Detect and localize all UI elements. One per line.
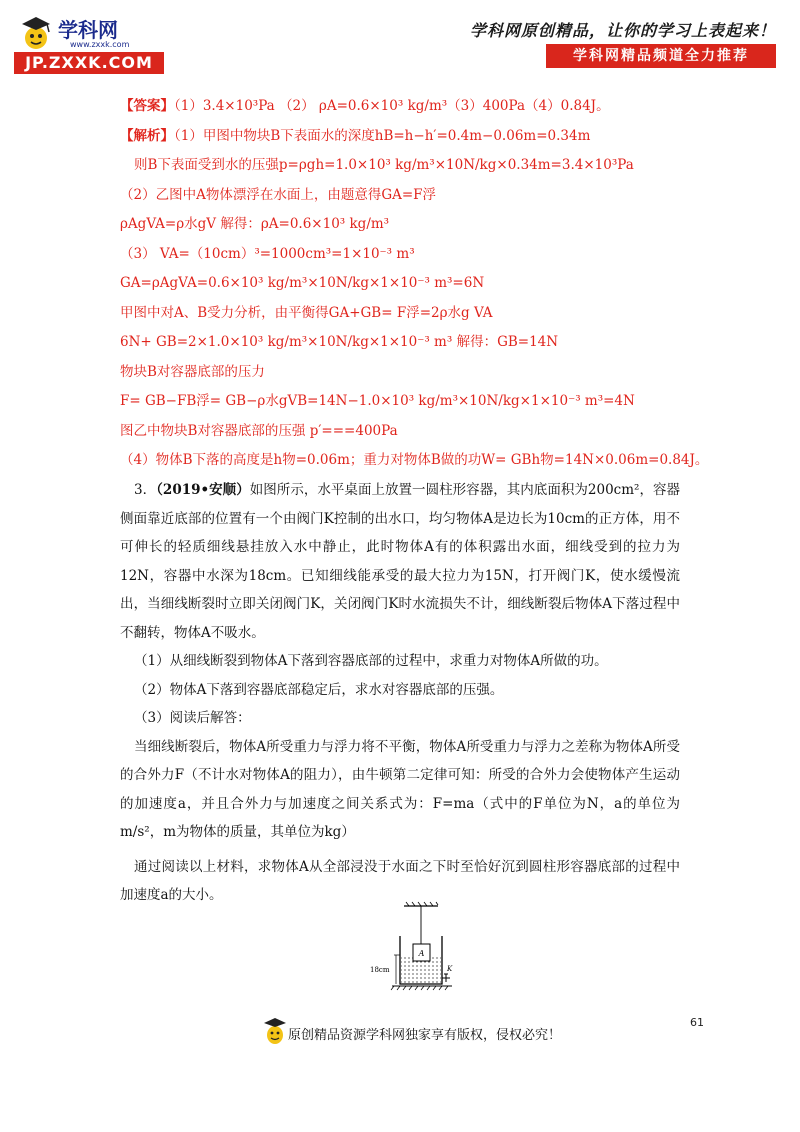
footer (262, 1014, 662, 1054)
analysis-line: 则B下表面受到水的压强p=ρgh=1.0×10³ kg/m³×10N/kg×0.34m=3.4×10³Pa (134, 157, 634, 173)
sub-question-2: （2）物体A下落到容器底部稳定后，求水对容器底部的压强。 (134, 681, 504, 698)
container-diagram (372, 900, 472, 1000)
question-3 (120, 476, 680, 910)
analysis-line: GA=ρAgVA=0.6×10³ kg/m³×10N/kg×1×10⁻³ m³=6N (120, 275, 485, 291)
depth-label: 18cm (370, 966, 390, 974)
answer-tag: 【答案】 (120, 98, 174, 114)
sub-question-3: （3）阅读后解答： (134, 710, 251, 726)
copyright-notice: 原创精品资源学科网独家享有版权，侵权必究！ (288, 1028, 562, 1043)
analysis-line: 甲图中对A、B受力分析，由平衡得GA+GB= F浮=2ρ水g VA (120, 304, 493, 321)
analysis-line: 图乙中物块B对容器底部的压强 p′===400Pa (120, 422, 398, 439)
question-source: （2019•安顺） (156, 482, 250, 498)
answer-text: （1）3.4×10³Pa （2） ρA=0.6×10³ kg/m³（3）400Pa（4）0.84J。 (174, 98, 610, 114)
logo-url: www.zxxk.com (70, 40, 130, 49)
mascot-icon (16, 14, 56, 52)
site-logo (14, 12, 164, 76)
analysis-line: F= GB−FB浮= GB−ρ水gVB=14N−1.0×10³ kg/m³×10N/kg×1×10⁻³ m³=4N (120, 393, 635, 409)
analysis-text: （1）甲图中物块B下表面水的深度hB=h−h′=0.4m−0.06m=0.34m (174, 127, 591, 144)
question-stem-text: 如图所示，水平桌面上放置一圆柱形容器，其内底面积为200cm²，容器侧面靠近底部的位置有一个由阀门K控制的出水口，均匀物体A是边长为10cm的正方体，用不可伸长的轻质细线悬挂放入水中静止，此时物体A有的体积露出水面，细线受到的拉力为12N，容器中水深为18cm。已知细线能承受的最大拉力为15N，打开阀门K，使水缓慢流出，当细线断裂时立即关闭阀门K，关闭阀门K时水流损失不计，细线断裂后物体A下落过程中不翻转，物体A不吸水。 (120, 482, 681, 641)
header-slogan: 学科网原创精品，让你的学习上表起来！ (469, 21, 776, 40)
logo-text: 学科网 (58, 18, 118, 42)
analysis-tag: 【解析】 (120, 127, 174, 144)
reading-material: 当细线断裂后，物体A所受重力与浮力将不平衡，物体A所受重力与浮力之差称为物体A所受的合外力F（不计水对物体A的阻力），由牛顿第二定律可知：所受的合外力会使物体产生运动的加速度a，并且合外力与加速度之间关系式为：F=ma（式中的F单位为N，a的单位为m/s²，m为物体的质量，其单位为kg） (120, 738, 680, 840)
analysis-line: 6N+ GB=2×1.0×10³ kg/m³×10N/kg×1×10⁻³ m³ 解得：GB=14N (120, 334, 559, 350)
analysis-line: （4）物体B下落的高度是h物=0.06m；重力对物体B做的功W= GBh物=14N×0.06m=0.84J。 (120, 452, 709, 468)
question-task: 通过阅读以上材料，求物体A从全部浸没于水面之下时至恰好沉到圆柱形容器底部的过程中加速度a的大小。 (120, 858, 680, 903)
analysis-line-1 (120, 122, 680, 152)
analysis-line: （3） VA=（10cm）³=1000cm³=1×10⁻³ m³ (120, 245, 415, 262)
header-channel-banner: 学科网精品频道全力推荐 (546, 44, 776, 68)
block-label: A (418, 949, 425, 958)
analysis-line: （2）乙图中A物体漂浮在水面上，由题意得GA=F浮 (120, 186, 437, 203)
answer-line (120, 92, 680, 122)
question-stem (120, 476, 680, 647)
mascot-icon (262, 1016, 288, 1046)
answer-section (120, 92, 709, 476)
analysis-line: 物块B对容器底部的压力 (120, 363, 265, 380)
page-number: 61 (690, 1016, 704, 1029)
valve-label: K (447, 965, 453, 973)
logo-domain: JP.ZXXK.COM (14, 52, 164, 74)
question-number: 3． (134, 482, 157, 498)
sub-question-1: （1）从细线断裂到物体A下落到容器底部的过程中，求重力对物体A所做的功。 (134, 653, 608, 669)
analysis-line: ρAgVA=ρ水gV 解得：ρA=0.6×10³ kg/m³ (120, 216, 390, 232)
